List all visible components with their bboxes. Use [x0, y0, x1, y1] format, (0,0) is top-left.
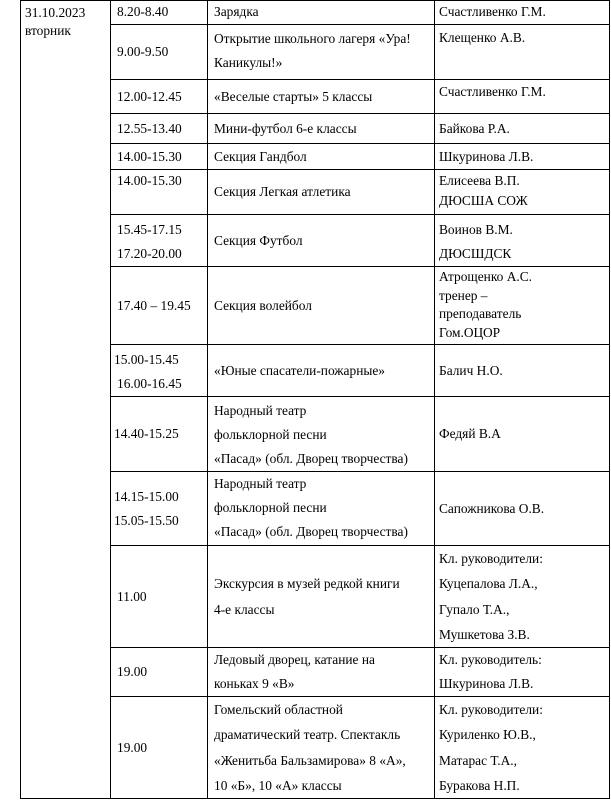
time: 16.00-16.45	[117, 376, 182, 391]
schedule-table	[20, 0, 610, 799]
responsible-cell	[435, 397, 610, 472]
activity-line: Ледовый дворец, катание на	[214, 652, 375, 668]
time: 14.00-15.30	[117, 148, 182, 164]
activity-cell	[208, 80, 435, 114]
responsible: Балич Н.О.	[439, 362, 503, 378]
responsible-line: Воинов В.М.	[439, 222, 513, 237]
activity-line: «Женитьба Бальзамирова» 8 «А»,	[214, 752, 406, 768]
time: 15.00-15.45	[114, 352, 179, 367]
activity-line: фольклорной песни	[214, 500, 327, 515]
activity-cell	[208, 114, 435, 144]
time-cell	[111, 267, 208, 345]
responsible-line: Куриленко Ю.В.,	[439, 727, 536, 743]
activity-cell	[208, 267, 435, 345]
activity-cell	[208, 697, 435, 799]
time-cell	[111, 345, 208, 397]
responsible-cell	[435, 267, 610, 345]
time: 9.00-9.50	[117, 44, 169, 59]
responsible: Сапожникова О.В.	[439, 500, 545, 516]
activity-cell	[208, 345, 435, 397]
activity-line: «Пасад» (обл. Дворец творчества)	[214, 524, 408, 539]
time: 12.00-12.45	[117, 88, 182, 104]
responsible-line: Гом.ОЦОР	[439, 324, 501, 340]
activity: «Веселые старты» 5 классы	[214, 88, 373, 104]
time: 19.00	[117, 739, 148, 755]
date-cell	[21, 1, 111, 799]
activity-line: Открытие школьного лагеря «Ура!	[214, 31, 411, 46]
responsible-line: Мушкетова З.В.	[439, 626, 530, 642]
responsible-line: Кл. руководитель:	[439, 652, 542, 668]
time-cell	[111, 170, 208, 215]
responsible-line: Кл. руководители:	[439, 551, 543, 566]
time: 14.40-15.25	[114, 426, 179, 441]
time: 15.05-15.50	[114, 512, 179, 528]
activity: Секция Гандбол	[214, 148, 307, 164]
activity: Мини-футбол 6-е классы	[214, 120, 357, 136]
activity-cell	[208, 397, 435, 472]
time-cell	[111, 1, 208, 25]
activity-line: 4-е классы	[214, 601, 275, 617]
activity: Секция волейбол	[214, 297, 312, 313]
time: 17.20-20.00	[117, 246, 182, 261]
responsible-cell	[435, 697, 610, 799]
table-row	[21, 1, 610, 25]
time-cell	[111, 114, 208, 144]
activity-cell	[208, 648, 435, 697]
date: 31.10.2023	[25, 5, 86, 20]
responsible-line: Шкуринова Л.В.	[439, 676, 534, 692]
time: 14.15-15.00	[114, 488, 179, 504]
activity-line: Народный театр	[214, 476, 307, 491]
responsible-cell	[435, 25, 610, 80]
responsible-line: Матарас Т.А.,	[439, 752, 517, 768]
responsible-cell	[435, 1, 610, 25]
responsible-cell	[435, 345, 610, 397]
activity-cell	[208, 546, 435, 648]
time-cell	[111, 397, 208, 472]
activity-line: Народный театр	[214, 403, 307, 418]
responsible: Счастливенко Г.М.	[439, 4, 546, 19]
activity-line: «Пасад» (обл. Дворец творчества)	[214, 451, 408, 466]
activity: Зарядка	[214, 4, 259, 19]
time-cell	[111, 697, 208, 799]
activity-cell	[208, 215, 435, 267]
activity-cell	[208, 170, 435, 215]
time: 12.55-13.40	[117, 120, 182, 136]
time: 15.45-17.15	[117, 222, 182, 237]
responsible: Шкуринова Л.В.	[439, 148, 534, 164]
responsible-line: преподаватель	[439, 306, 522, 321]
activity-line: Гомельский областной	[214, 702, 343, 718]
activity-cell	[208, 25, 435, 80]
time-cell	[111, 215, 208, 267]
activity-line: коньках 9 «В»	[214, 676, 295, 692]
activity: Секция Футбол	[214, 232, 303, 248]
responsible-cell	[435, 215, 610, 267]
responsible-line: Елисеева В.П.	[439, 173, 520, 188]
responsible-line: Кл. руководители:	[439, 702, 543, 718]
time: 17.40 – 19.45	[117, 297, 191, 313]
time: 14.00-15.30	[117, 173, 182, 188]
responsible-cell	[435, 472, 610, 546]
responsible: Байкова Р.А.	[439, 120, 510, 136]
time-cell	[111, 25, 208, 80]
responsible: Федяй В.А	[439, 426, 501, 441]
responsible-line: Гупало Т.А.,	[439, 601, 510, 617]
activity-line: фольклорной песни	[214, 427, 327, 442]
time-cell	[111, 80, 208, 114]
responsible-line: Буракова Н.П.	[439, 778, 520, 794]
responsible-line: ДЮСШДСК	[439, 246, 512, 261]
activity-cell	[208, 472, 435, 546]
activity-line: драматический театр. Спектакль	[214, 727, 401, 743]
schedule-sheet	[20, 0, 609, 800]
responsible-line: тренер –	[439, 287, 488, 303]
activity: «Юные спасатели-пожарные»	[214, 362, 385, 378]
responsible-cell	[435, 546, 610, 648]
time-cell	[111, 472, 208, 546]
responsible-line: ДЮСША СОЖ	[439, 193, 528, 208]
responsible-cell	[435, 144, 610, 170]
time-cell	[111, 144, 208, 170]
activity: Секция Легкая атлетика	[214, 184, 351, 199]
responsible-cell	[435, 114, 610, 144]
responsible-cell	[435, 648, 610, 697]
responsible: Счастливенко Г.М.	[439, 84, 546, 99]
activity-cell	[208, 1, 435, 25]
time: 11.00	[117, 588, 147, 604]
responsible-cell	[435, 80, 610, 114]
weekday: вторник	[25, 23, 71, 38]
time: 8.20-8.40	[117, 4, 169, 19]
time-cell	[111, 648, 208, 697]
responsible-line: Атрощенко А.С.	[439, 269, 532, 284]
responsible: Клещенко А.В.	[439, 30, 526, 45]
activity-line: Экскурсия в музей редкой книги	[214, 576, 400, 592]
activity-line: Каникулы!»	[214, 55, 283, 70]
time: 19.00	[117, 664, 148, 680]
activity-line: 10 «Б», 10 «А» классы	[214, 778, 342, 794]
responsible-line: Куцепалова Л.А.,	[439, 576, 538, 592]
time-cell	[111, 546, 208, 648]
responsible-cell	[435, 170, 610, 215]
activity-cell	[208, 144, 435, 170]
